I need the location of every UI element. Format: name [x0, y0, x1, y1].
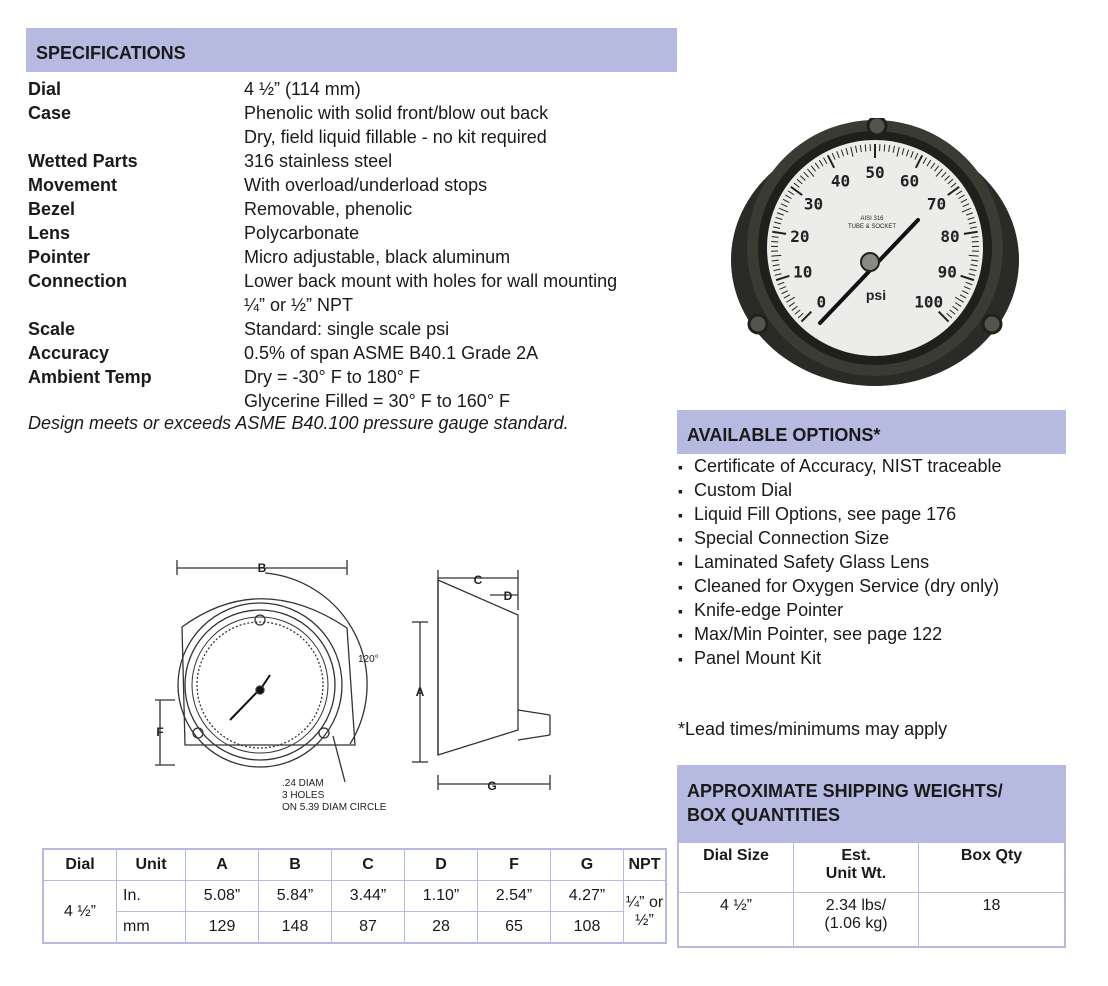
- shipping-title-line1: APPROXIMATE SHIPPING WEIGHTS/: [687, 781, 1003, 801]
- ship-col-unit-wt-line1: Est.: [841, 847, 871, 864]
- options-title: AVAILABLE OPTIONS*: [687, 425, 881, 445]
- gauge-scale-label: 10: [793, 262, 813, 282]
- dim-label-c: C: [473, 573, 483, 587]
- option-label: Certificate of Accuracy, NIST traceable: [694, 456, 1002, 476]
- ship-cell-size: 4 ½”: [678, 893, 794, 948]
- dim-cell-unit: In.: [117, 881, 186, 912]
- option-label: Special Connection Size: [694, 528, 890, 548]
- specifications-header: [26, 28, 677, 72]
- spec-label: Wetted Parts: [28, 151, 138, 171]
- list-item: [678, 550, 1001, 574]
- dim-label-a: A: [415, 685, 425, 699]
- bullet-icon: ▪: [678, 579, 683, 595]
- holes-line1: .24 DIAM: [282, 778, 324, 789]
- spec-value: Phenolic with solid front/blow out back: [244, 103, 549, 123]
- dim-cell-value: 148: [259, 912, 332, 944]
- gauge-scale-label: 40: [830, 171, 851, 191]
- dim-cell-value: 3.44”: [332, 881, 405, 912]
- dim-cell-dial: 4 ½”: [43, 881, 117, 944]
- dim-cell-value: 108: [551, 912, 624, 944]
- spec-label: Dial: [28, 79, 62, 99]
- spec-label: Case: [28, 103, 72, 123]
- table-row: [43, 881, 666, 912]
- spec-value: ¼” or ½” NPT: [244, 295, 354, 315]
- gauge-image: [730, 118, 1020, 388]
- dial-unit: psi: [865, 287, 887, 303]
- dim-label-d: D: [503, 589, 513, 603]
- spec-value: With overload/underload stops: [244, 175, 488, 195]
- gauge-tick: [884, 144, 885, 151]
- mount-hole-icon: [983, 315, 1001, 333]
- dim-label-f: F: [156, 725, 164, 739]
- list-item: [678, 478, 1001, 502]
- bullet-icon: ▪: [678, 651, 683, 667]
- bullet-icon: ▪: [678, 459, 683, 475]
- gauge-scale-label: 60: [899, 171, 920, 191]
- bullet-icon: ▪: [678, 531, 683, 547]
- spec-value: Micro adjustable, black aluminum: [244, 247, 511, 267]
- shipping-title-line2: BOX QUANTITIES: [687, 805, 841, 825]
- dimensions-table: [42, 848, 667, 944]
- dimension-drawing: [150, 550, 560, 820]
- spec-label: Scale: [28, 319, 76, 339]
- ship-col-unit-wt: [794, 842, 919, 893]
- spec-value: 4 ½” (114 mm): [244, 79, 361, 99]
- dim-cell-value: 2.54”: [478, 881, 551, 912]
- spec-label: Lens: [28, 223, 71, 243]
- bullet-icon: ▪: [678, 507, 683, 523]
- gauge-pointer-hub: [861, 253, 879, 271]
- bullet-icon: ▪: [678, 603, 683, 619]
- spec-value: Dry, field liquid fillable - no kit required: [244, 127, 547, 147]
- spec-label: Accuracy: [28, 343, 110, 363]
- dim-angle: 120°: [358, 654, 379, 665]
- ship-weight-lbs: 2.34 lbs/: [825, 897, 887, 914]
- list-item: [678, 454, 1001, 478]
- ship-cell-qty: 18: [919, 893, 1066, 948]
- dim-col-header: D: [405, 849, 478, 881]
- option-label: Custom Dial: [694, 480, 793, 500]
- dim-col-header: B: [259, 849, 332, 881]
- bullet-icon: ▪: [678, 627, 683, 643]
- spec-value: Standard: single scale psi: [244, 319, 450, 339]
- spec-label: Connection: [28, 271, 127, 291]
- dim-cell-value: 4.27”: [551, 881, 624, 912]
- gauge-scale-label: 80: [940, 227, 960, 247]
- ship-col-dial-size: Dial Size: [678, 842, 794, 893]
- spec-value: 316 stainless steel: [244, 151, 393, 171]
- list-item: [678, 646, 1001, 670]
- spec-value: Lower back mount with holes for wall mounting: [244, 271, 618, 291]
- shipping-header: [677, 765, 1066, 841]
- dim-col-header: Dial: [43, 849, 117, 881]
- option-label: Cleaned for Oxygen Service (dry only): [694, 576, 1000, 596]
- gauge-tick: [865, 144, 866, 151]
- dim-col-header: NPT: [624, 849, 667, 881]
- holes-line3: ON 5.39 DIAM CIRCLE: [282, 802, 387, 813]
- dial-text-line1: AISI 316: [860, 216, 884, 222]
- gauge-scale-label: 50: [865, 163, 885, 182]
- dim-cell-value: 87: [332, 912, 405, 944]
- spec-label: Bezel: [28, 199, 76, 219]
- bullet-icon: ▪: [678, 483, 683, 499]
- list-item: [678, 502, 1001, 526]
- npt-line2: ½”: [635, 911, 654, 929]
- npt-line1: ¼” or: [625, 893, 664, 911]
- option-label: Laminated Safety Glass Lens: [694, 552, 930, 572]
- mount-hole-icon: [749, 315, 767, 333]
- dim-col-header: A: [186, 849, 259, 881]
- dial-text-line2: TUBE & SOCKET: [847, 224, 897, 230]
- option-label: Knife-edge Pointer: [694, 600, 844, 620]
- dim-cell-value: 129: [186, 912, 259, 944]
- option-label: Max/Min Pointer, see page 122: [694, 624, 943, 644]
- dim-cell-npt: [624, 881, 667, 944]
- dim-label-b: B: [257, 561, 267, 575]
- shipping-table: [677, 841, 1066, 948]
- dim-label-g: G: [487, 779, 497, 793]
- gauge-scale-label: 70: [926, 194, 947, 214]
- dim-col-header: F: [478, 849, 551, 881]
- spec-label: Ambient Temp: [28, 367, 152, 387]
- ship-cell-weight: [794, 893, 919, 948]
- dim-cell-value: 5.08”: [186, 881, 259, 912]
- list-item: [678, 622, 1001, 646]
- ship-weight-kg: (1.06 kg): [824, 915, 888, 932]
- gauge-scale-label: 100: [914, 292, 944, 312]
- spec-value: Removable, phenolic: [244, 199, 413, 219]
- options-header: [677, 410, 1066, 454]
- spec-value: Polycarbonate: [244, 223, 360, 243]
- spec-label: Movement: [28, 175, 118, 195]
- dim-col-header: Unit: [117, 849, 186, 881]
- list-item: [678, 598, 1001, 622]
- bullet-icon: ▪: [678, 555, 683, 571]
- gauge-scale-label: 20: [790, 227, 810, 247]
- dim-cell-value: 1.10”: [405, 881, 478, 912]
- gauge-scale-label: 30: [803, 194, 824, 214]
- dim-cell-value: 5.84”: [259, 881, 332, 912]
- list-item: [678, 574, 1001, 598]
- ship-col-box-qty: Box Qty: [919, 842, 1066, 893]
- table-row: [678, 893, 1065, 948]
- specifications-title: SPECIFICATIONS: [36, 43, 186, 63]
- design-note: Design meets or exceeds ASME B40.100 pressure gauge standard.: [28, 413, 569, 433]
- mount-hole-icon: [868, 118, 886, 135]
- spec-value: Glycerine Filled = 30° F to 160° F: [244, 391, 511, 411]
- gauge-scale-label: 0: [816, 292, 827, 312]
- gauge-scale-label: 90: [937, 262, 957, 282]
- table-row: [43, 912, 666, 944]
- spec-value: Dry = -30° F to 180° F: [244, 367, 420, 387]
- dim-cell-value: 65: [478, 912, 551, 944]
- dim-col-header: G: [551, 849, 624, 881]
- spec-value: 0.5% of span ASME B40.1 Grade 2A: [244, 343, 539, 363]
- option-label: Liquid Fill Options, see page 176: [694, 504, 957, 524]
- spec-label: Pointer: [28, 247, 91, 267]
- lead-times-note: *Lead times/minimums may apply: [678, 719, 948, 739]
- options-list: [678, 454, 1001, 670]
- dim-cell-value: 28: [405, 912, 478, 944]
- list-item: [678, 526, 1001, 550]
- dimensions-header-row: [43, 849, 666, 881]
- dim-cell-unit: mm: [117, 912, 186, 944]
- ship-col-unit-wt-line2: Unit Wt.: [825, 865, 887, 882]
- holes-line2: 3 HOLES: [282, 790, 325, 801]
- dim-col-header: C: [332, 849, 405, 881]
- option-label: Panel Mount Kit: [694, 648, 822, 668]
